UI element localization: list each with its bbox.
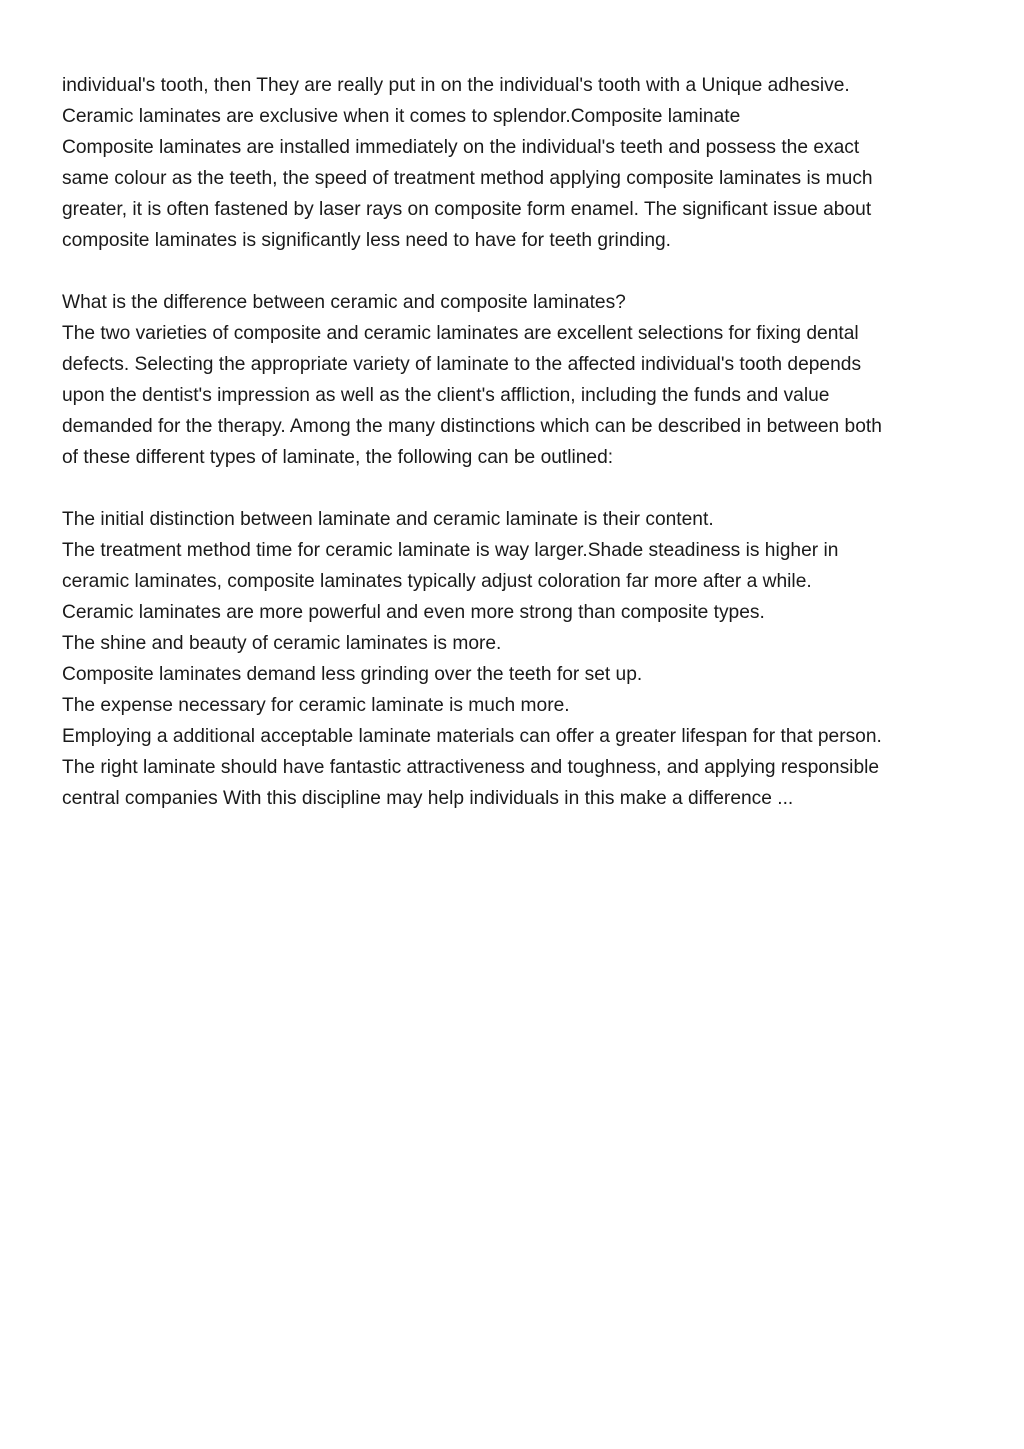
text-line: of these different types of laminate, the following can be outlined: — [62, 447, 614, 468]
paragraph-ceramic-composite-intro — [62, 70, 962, 256]
text-line: The shine and beauty of ceramic laminates is more. — [62, 633, 502, 654]
document-page — [62, 70, 962, 814]
text-line: central companies With this discipline may help individuals in this make a difference ... — [62, 788, 794, 809]
text-line: Composite laminates are installed immediately on the individual's teeth and possess the exact — [62, 137, 860, 158]
text-line: The two varieties of composite and ceramic laminates are excellent selections for fixing dental — [62, 323, 859, 344]
text-line: Ceramic laminates are exclusive when it comes to splendor.Composite laminate — [62, 106, 741, 127]
text-line: The right laminate should have fantastic attractiveness and toughness, and applying responsible — [62, 757, 880, 778]
text-line: upon the dentist's impression as well as the client's affliction, including the funds and value — [62, 385, 830, 406]
text-line: The initial distinction between laminate and ceramic laminate is their content. — [62, 509, 714, 530]
text-line: Composite laminates demand less grinding over the teeth for set up. — [62, 664, 643, 685]
text-line: Employing a additional acceptable laminate materials can offer a greater lifespan for that person. — [62, 726, 882, 747]
text-line: individual's tooth, then They are really put in on the individual's tooth with a Unique adhesive. — [62, 75, 850, 96]
text-line: composite laminates is significantly less need to have for teeth grinding. — [62, 230, 671, 251]
text-line: defects. Selecting the appropriate variety of laminate to the affected individual's tooth depends — [62, 354, 862, 375]
paragraph-gap — [62, 256, 962, 287]
paragraph-gap — [62, 473, 962, 504]
paragraph-distinctions — [62, 504, 962, 814]
text-line: ceramic laminates, composite laminates typically adjust coloration far more after a while. — [62, 571, 812, 592]
text-line: same colour as the teeth, the speed of treatment method applying composite laminates is much — [62, 168, 873, 189]
text-line: greater, it is often fastened by laser rays on composite form enamel. The significant issue about — [62, 199, 872, 220]
text-line: The treatment method time for ceramic laminate is way larger.Shade steadiness is higher in — [62, 540, 839, 561]
text-line: The expense necessary for ceramic laminate is much more. — [62, 695, 570, 716]
text-line: demanded for the therapy. Among the many distinctions which can be described in between both — [62, 416, 882, 437]
text-line: Ceramic laminates are more powerful and even more strong than composite types. — [62, 602, 765, 623]
section-heading: What is the difference between ceramic and composite laminates? — [62, 292, 626, 313]
paragraph-difference — [62, 287, 962, 473]
